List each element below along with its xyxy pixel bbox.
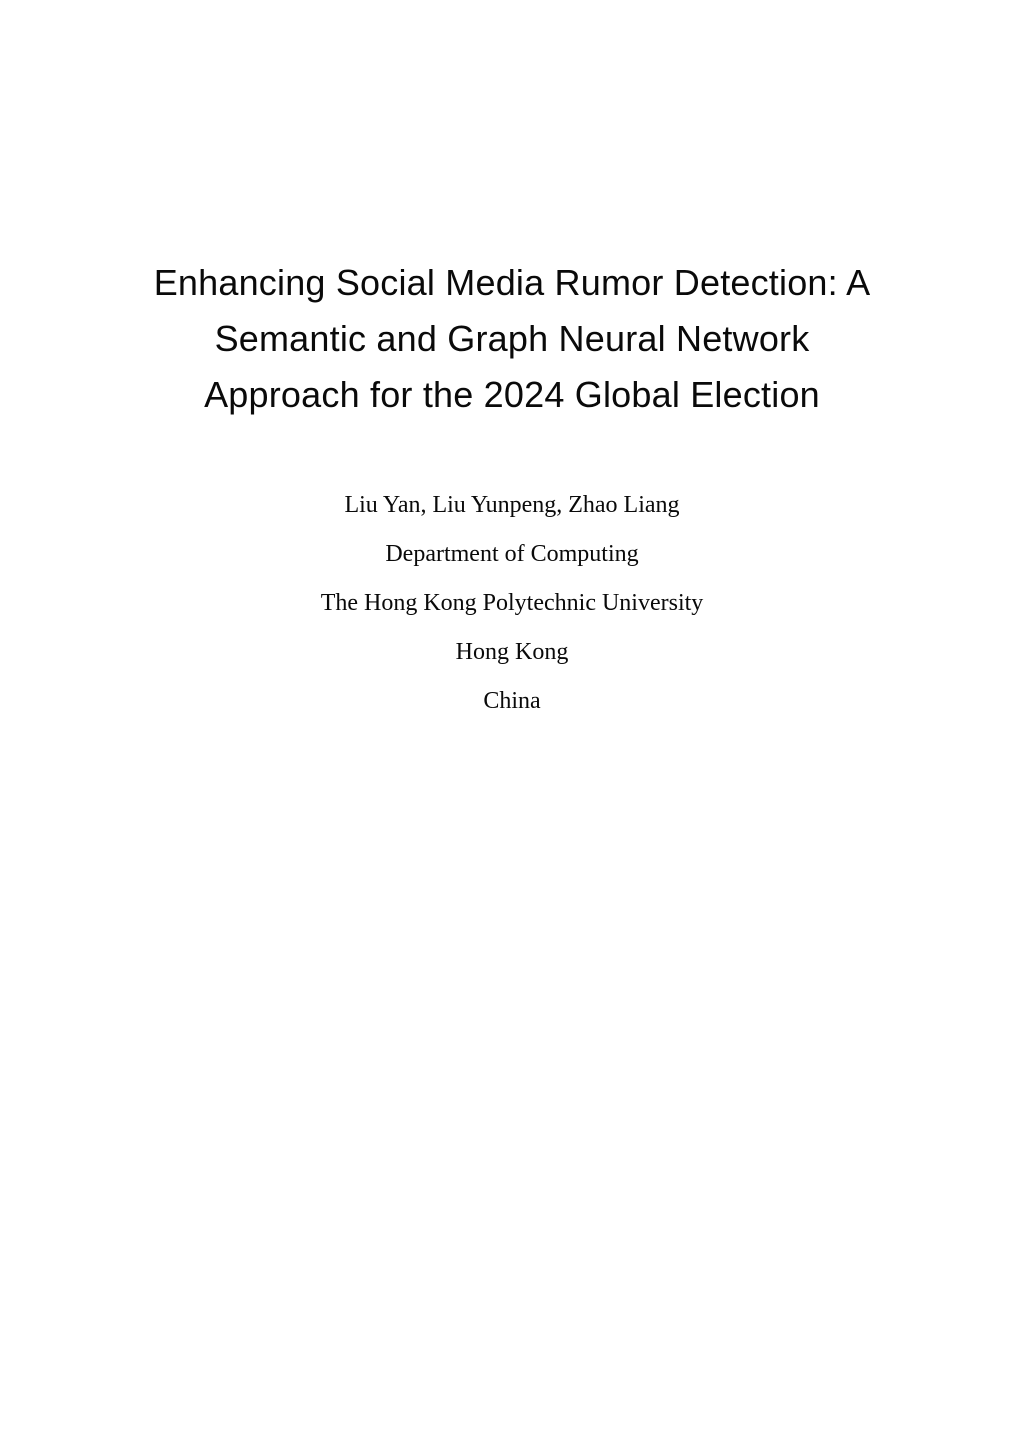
paper-title-line-2: Semantic and Graph Neural Network [214,318,810,359]
affiliation-department: Department of Computing [385,541,639,567]
author-affiliation-block [162,481,862,726]
affiliation-city: Hong Kong [455,639,569,665]
paper-title-line-3: Approach for the 2024 Global Election [204,374,820,415]
author-names: Liu Yan, Liu Yunpeng, Zhao Liang [344,492,680,518]
affiliation-country: China [483,688,541,714]
paper-title-line-1: Enhancing Social Media Rumor Detection: A [153,262,871,303]
affiliation-institution: The Hong Kong Polytechnic University [320,590,704,616]
paper-title [82,255,942,423]
